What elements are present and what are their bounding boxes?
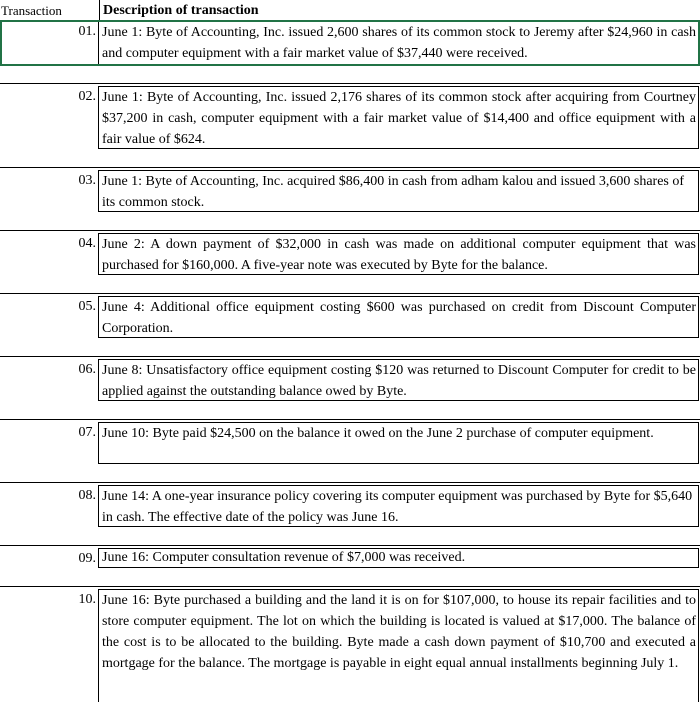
transaction-description[interactable]: June 2: A down payment of $32,000 in cash was made on additional computer equipment that was purchased for $160,000. A five-year note was executed by Byte for the balance. [98, 233, 699, 275]
transaction-number[interactable]: 09. [78, 551, 96, 566]
transaction-description[interactable]: June 16: Computer consultation revenue of $7,000 was received. [98, 548, 699, 568]
table-row [0, 485, 700, 527]
table-row [0, 548, 700, 568]
selected-cell-outline [0, 20, 700, 66]
transaction-number[interactable]: 05. [78, 299, 96, 314]
row-divider [0, 586, 700, 587]
transaction-description[interactable]: June 1: Byte of Accounting, Inc. acquired $86,400 in cash from adham kalou and issued 3,600 shares of its common stock. [98, 170, 699, 212]
transaction-description[interactable]: June 16: Byte purchased a building and the land it is on for $107,000, to house its repair facilities and to store computer equipment. The lot on which the building is located is valued at $17,000. The balance of the cost is to be allocated to the building. Byte made a cash down payment of $10,700 and executed a mortgage for the balance. The mortgage is payable in eight equal annual installments beginning July 1. [98, 589, 699, 702]
table-row [0, 359, 700, 401]
row-divider [0, 230, 700, 231]
row-divider [0, 167, 700, 168]
row-divider [0, 83, 700, 84]
header-transaction[interactable]: Transaction [1, 3, 62, 18]
transaction-description[interactable]: June 8: Unsatisfactory office equipment costing $120 was returned to Discount Computer for credit to be applied against the outstanding balance owed by Byte. [98, 359, 699, 401]
transaction-number[interactable]: 01. [78, 24, 96, 39]
table-row [0, 86, 700, 149]
transaction-number[interactable]: 10. [78, 592, 96, 607]
transaction-number[interactable]: 03. [78, 173, 96, 188]
table-row [0, 233, 700, 275]
transaction-description[interactable]: June 10: Byte paid $24,500 on the balance it owed on the June 2 purchase of computer equipment. [98, 422, 699, 464]
table-row [0, 589, 700, 702]
row-divider [0, 545, 700, 546]
row-divider [0, 482, 700, 483]
row-divider [0, 356, 700, 357]
transaction-number[interactable]: 08. [78, 488, 96, 503]
table-row [0, 170, 700, 212]
transaction-number[interactable]: 07. [78, 425, 96, 440]
transaction-description[interactable]: June 1: Byte of Accounting, Inc. issued 2,600 shares of its common stock to Jeremy after $24,960 in cash and computer equipment with a fair market value of $37,440 were received. [98, 21, 699, 65]
transaction-number[interactable]: 02. [78, 89, 96, 104]
transaction-number[interactable]: 06. [78, 362, 96, 377]
transaction-description[interactable]: June 1: Byte of Accounting, Inc. issued 2,176 shares of its common stock after acquiring from Courtney $37,200 in cash, computer equipment with a fair market value of $14,400 and office equipment with a fair value of $624. [98, 86, 699, 149]
transaction-description[interactable]: June 14: A one-year insurance policy covering its computer equipment was purchased by Byte for $5,640 in cash. The effective date of the policy was June 16. [98, 485, 699, 527]
table-row [0, 422, 700, 464]
transaction-number[interactable]: 04. [78, 236, 96, 251]
row-divider [0, 419, 700, 420]
transaction-description[interactable]: June 4: Additional office equipment costing $600 was purchased on credit from Discount Computer Corporation. [98, 296, 699, 338]
row-divider [0, 293, 700, 294]
table-row [0, 296, 700, 338]
header-description[interactable]: Description of transaction [99, 0, 700, 21]
